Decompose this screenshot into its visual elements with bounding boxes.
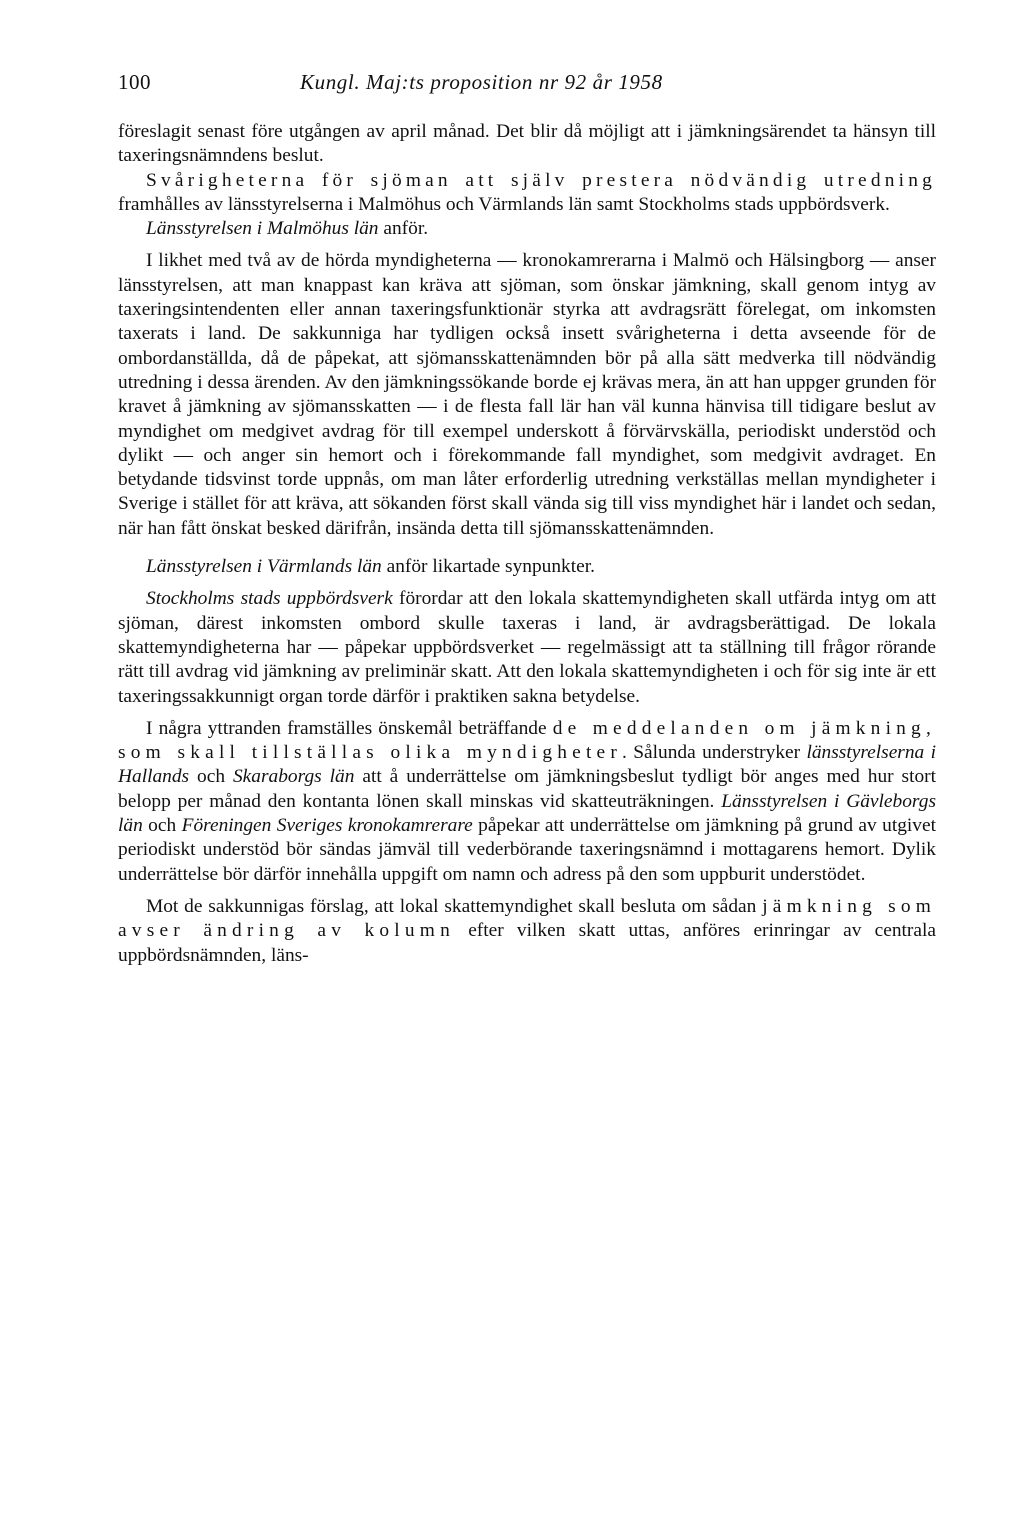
paragraph-8-text-b: efter vilken skatt uttas, anföres erinringar av centrala uppbördsnämnden, läns- bbox=[118, 920, 936, 966]
authority-name: Länsstyrelsen i Gävleborgs län bbox=[118, 790, 936, 837]
paragraph-3 bbox=[118, 217, 936, 241]
running-title: Kungl. Maj:ts proposition nr 92 år 1958 bbox=[300, 70, 663, 94]
paragraph-5-text: anför likartade synpunkter. bbox=[381, 556, 595, 578]
authority-name: Skaraborgs län bbox=[232, 766, 355, 788]
paragraph-3-text: anför. bbox=[378, 218, 429, 240]
paragraph-8 bbox=[118, 895, 936, 968]
authority-name: Föreningen Sveriges kronokamrerare bbox=[181, 815, 473, 837]
paragraph-2 bbox=[118, 169, 936, 218]
paragraph-6 bbox=[118, 587, 936, 708]
paragraph-7-text-c: och bbox=[189, 766, 233, 788]
paragraph-7-text-b: . Sålunda understryker bbox=[622, 742, 807, 764]
spaced-emphasis: de meddelanden om jämkning, som skall tillställas olika myndigheter bbox=[118, 717, 936, 764]
spaced-emphasis: jämkning som avser ändring av kolumn bbox=[118, 895, 936, 942]
authority-name: Stockholms stads uppbördsverk bbox=[146, 588, 393, 610]
body-text bbox=[118, 120, 936, 968]
paragraph-7-text-d: att å underrättelse om jämkningsbeslut tydligt bör anges med hur stort belopp per månad den kontanta lönen skall minskas vid skatteuträkningen. bbox=[118, 766, 937, 812]
page-number: 100 bbox=[118, 70, 151, 94]
paragraph-5 bbox=[118, 555, 936, 579]
paragraph-7-text-f: påpekar att underrättelse om jämkning på grund av utgivet periodiskt understöd bör sändas jämväl till vederbörande taxeringsnämnd i mottagarens hemort. Dylik underrättelse bör därför innehålla uppgift om namn och adress på den som uppburit understödet. bbox=[118, 815, 936, 885]
document-page bbox=[118, 70, 936, 968]
paragraph-2-text: framhålles av länsstyrelserna i Malmöhus och Värmlands län samt Stockholms stads uppbördsverk. bbox=[118, 193, 890, 215]
paragraph-8-text-a: Mot de sakkunnigas förslag, att lokal skattemyndighet skall besluta om sådan bbox=[146, 895, 763, 917]
paragraph-6-text: förordar att den lokala skattemyndigheten skall utfärda intyg om att sjöman, därest inkomsten ombord skulle taxeras i land, är avdragsberättigad. De lokala skattemyndigheterna har — påpekar uppbördsverket — regelmässigt att ta ställning till frågor rörande rätt till avdrag vid jämkning av preliminär skatt. Att den lokala skattemyndigheten i och för sig inte är ett taxeringssakkunnigt organ torde därför i praktiken sakna betydelse. bbox=[118, 588, 936, 707]
paragraph-7-text-a: I några yttranden framställes önskemål beträffande bbox=[146, 717, 553, 739]
authority-name: Länsstyrelsen i Malmöhus län bbox=[146, 218, 379, 240]
authority-name: Länsstyrelsen i Värmlands län bbox=[146, 556, 382, 578]
paragraph-7-text-e: och bbox=[142, 815, 182, 837]
paragraph-1: föreslagit senast före utgången av april månad. Det blir då möjligt att i jämkningsärendet ta hänsyn till taxeringsnämndens beslut. bbox=[118, 121, 936, 167]
paragraph-4: I likhet med två av de hörda myndigheterna — kronokamrerarna i Malmö och Hälsingborg — anser länsstyrelsen, att man knappast kan kräva att sjöman, som önskar jämkning, skall genom intyg av taxeringsintendenten eller annan taxeringsfunktionär styrka att avdragsrätt förelegat, om inkomsten taxerats i land. De sakkunniga har tydligen också insett svårigheterna i detta avseende för de ombordanställda, då de påpekat, att sjömansskattenämnden bör på alla sätt medverka till nödvändig utredning i dessa ärenden. Av den jämkningssökande borde ej krävas mera, än att han uppger grunden för kravet å jämkning av sjömansskatten — i de flesta fall lär han väl kunna hänvisa till tidigare beslut av myndighet om medgivet avdrag för till exempel underskott å förvärvskälla, periodiskt understöd och dylikt — och anger sin hemort och i förekommande fall myndighet, som medgivit avdraget. En betydande tidsvinst torde uppnås, om man låter erforderlig utredning verkställas mellan myndigheter i Sverige i stället för att kräva, att sökanden först skall vända sig till viss myndighet här i landet och sedan, när han fått önskat besked därifrån, insända detta till sjömansskattenämnden. bbox=[118, 250, 936, 539]
paragraph-7 bbox=[118, 717, 936, 887]
spaced-emphasis: Svårigheterna för sjöman att själv prestera nödvändig utredning bbox=[146, 169, 936, 191]
authority-name: länsstyrelserna i Hallands bbox=[118, 742, 937, 788]
page-header bbox=[118, 70, 936, 110]
